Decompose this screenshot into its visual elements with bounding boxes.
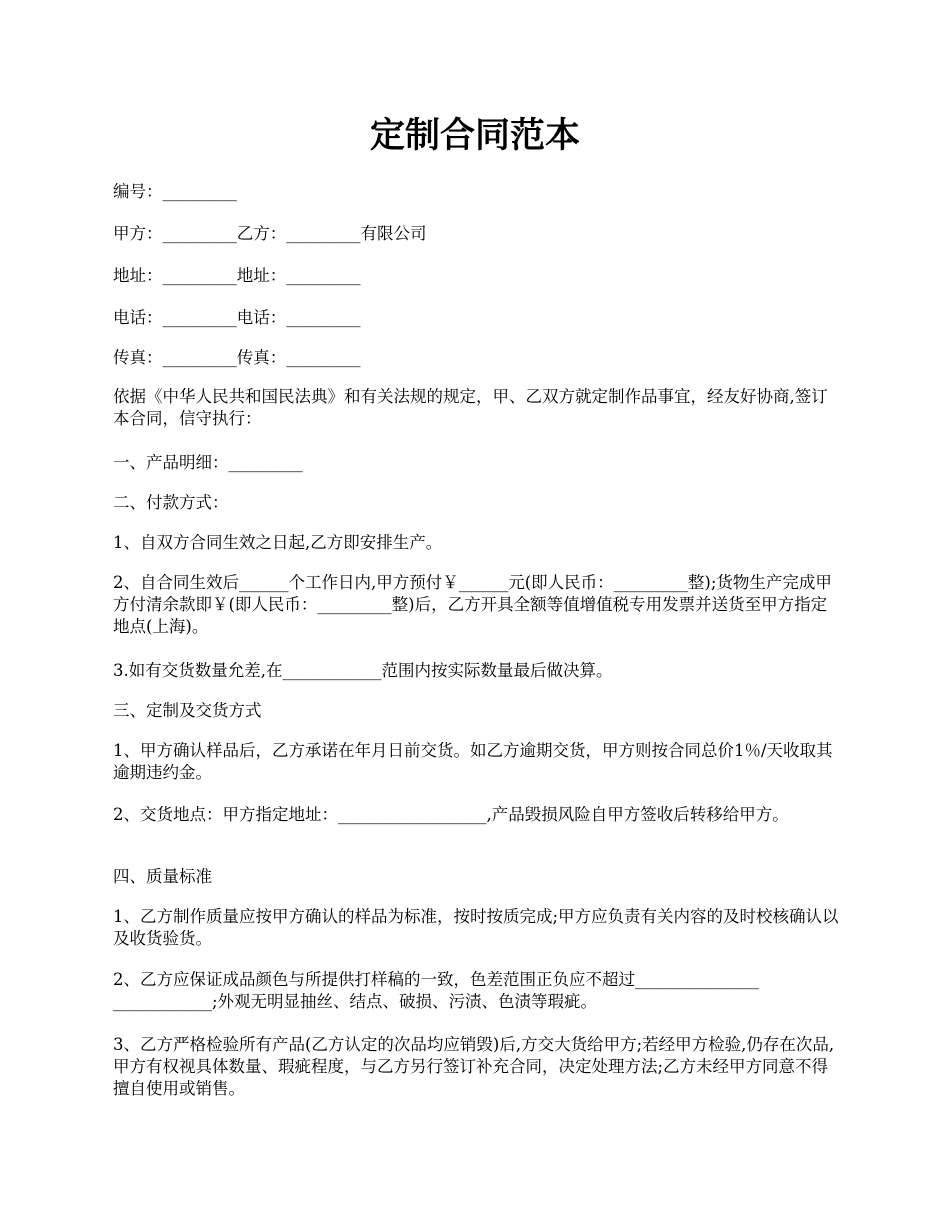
party-addresses: 地址：_________地址：_________ — [113, 266, 361, 285]
party-phones: 电话：_________电话：_________ — [113, 308, 361, 327]
clause-2-1: 1、自双方合同生效之日起,乙方即安排生产。 — [113, 533, 443, 552]
clause-4-1: 1、乙方制作质量应按甲方确认的样品为标准，按时按质完成;甲方应负责有关内容的及时校核确认以及收货验货。 — [113, 907, 839, 948]
document-title: 定制合同范本 — [369, 115, 580, 156]
clause-3-2: 2、交货地点：甲方指定地址：__________________,产品毁损风险自甲方签收后转移给甲方。 — [113, 805, 789, 824]
party-faxes: 传真：_________传真：_________ — [113, 348, 361, 367]
party-names: 甲方：_________乙方：_________有限公司 — [113, 224, 427, 243]
section-1-heading: 一、产品明细：_________ — [113, 453, 303, 472]
clause-2-2: 2、自合同生效后______个工作日内,甲方预付￥______元(即人民币：_________整);货物生产完成甲方付清余款即￥(即人民币：_________整)后，乙方开具全额等值增值税专用发票并送货至甲方指定地点(上海)。 — [113, 573, 832, 636]
section-4-heading: 四、质量标准 — [113, 867, 212, 886]
section-3-heading: 三、定制及交货方式 — [113, 701, 262, 720]
section-2-heading: 二、付款方式： — [113, 493, 229, 512]
clause-2-3: 3.如有交货数量允差,在____________范围内按实际数量最后做决算。 — [113, 661, 613, 680]
clause-4-3: 3、乙方严格检验所有产品(乙方认定的次品均应销毁)后,方交大货给甲方;若经甲方检验,仍存在次品,甲方有权视具体数量、瑕疵程度，与乙方另行签订补充合同，决定处理方法;乙方未经甲方同意不得擅自使用或销售。 — [113, 1035, 835, 1098]
contract-number: 编号：_________ — [113, 182, 237, 201]
preamble: 依据《中华人民共和国民法典》和有关法规的规定，甲、乙双方就定制作品事宜，经友好协商,签订本合同，信守执行： — [113, 387, 828, 428]
clause-4-2: 2、乙方应保证成品颜色与所提供打样稿的一致，色差范围正负应不超过_______________ ____________;外观无明显抽丝、结点、破损、污渍、色渍等瑕疵。 — [113, 970, 759, 1011]
clause-3-1: 1、甲方确认样品后，乙方承诺在年月日前交货。如乙方逾期交货，甲方则按合同总价1％/天收取其逾期违约金。 — [113, 741, 833, 782]
